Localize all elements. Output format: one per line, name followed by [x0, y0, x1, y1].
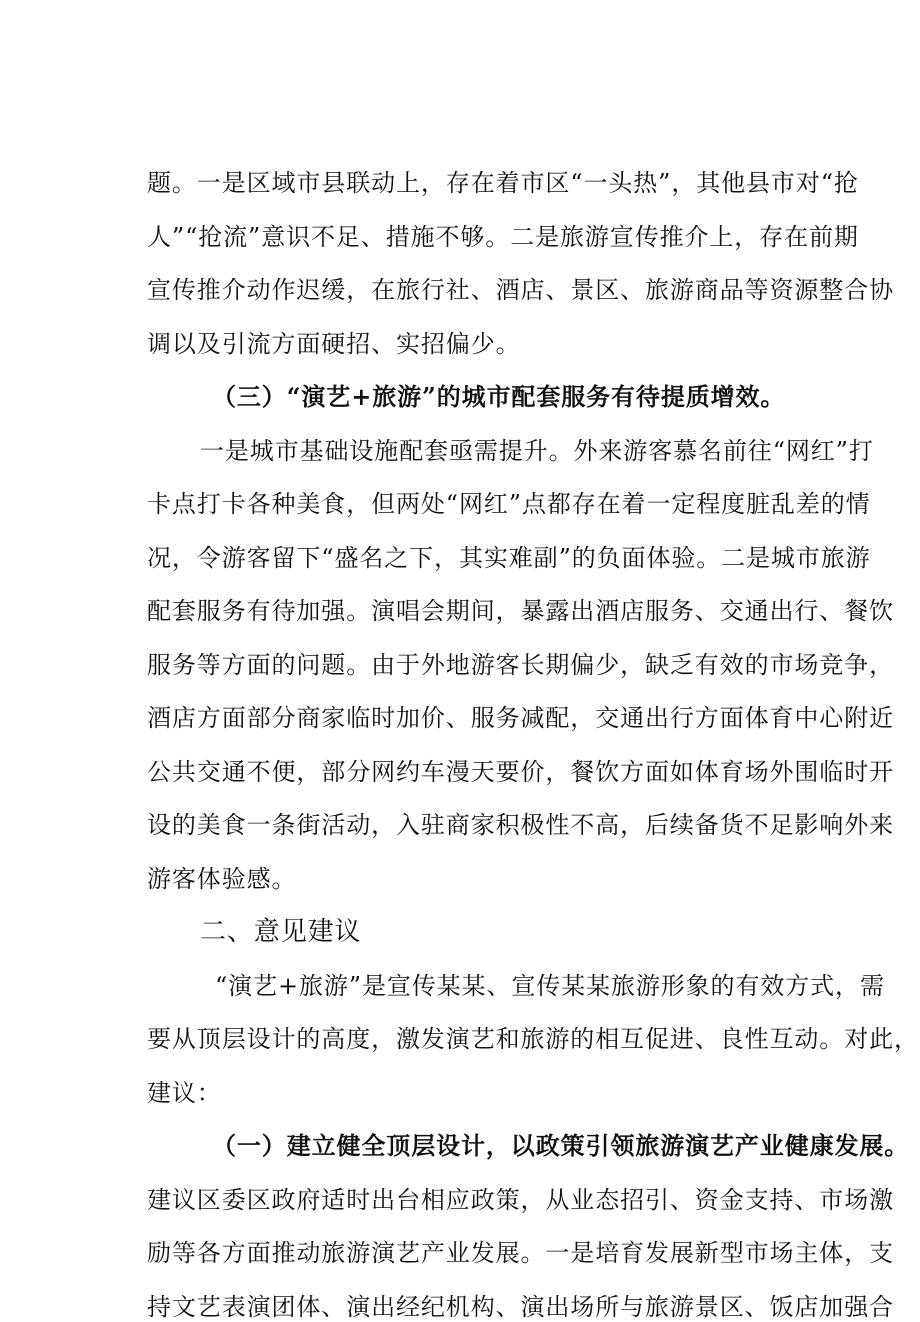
- paragraph-line: 设的美食一条街活动，入驻商家积极性不高，后续备货不足影响外来: [147, 811, 894, 839]
- paragraph-line: 题。一是区域市县联动上，存在着市区“一头热”，其他县市对“抢: [147, 169, 859, 197]
- paragraph-line: 配套服务有待加强。演唱会期间，暴露出酒店服务、交通出行、餐饮: [147, 597, 894, 625]
- section-subheading-1: （一）建立健全顶层设计，以政策引领旅游演艺产业健康发展。: [212, 1131, 910, 1160]
- section-heading-2: 二、意见建议: [200, 917, 362, 947]
- paragraph-line: 励等各方面推动旅游演艺产业发展。一是培育发展新型市场主体，支: [147, 1239, 894, 1267]
- paragraph-line: 酒店方面部分商家临时加价、服务减配，交通出行方面体育中心附近: [147, 704, 894, 732]
- paragraph-line: 建议区委区政府适时出台相应政策，从业态招引、资金支持、市场激: [147, 1186, 894, 1214]
- paragraph-line: 卡点打卡各种美食，但两处“网红”点都存在着一定程度脏乱差的情: [147, 490, 871, 518]
- paragraph-line: 人”“抢流”意识不足、措施不够。二是旅游宣传推介上，存在前期: [147, 223, 859, 251]
- paragraph-line: 一是城市基础设施配套亟需提升。外来游客慕名前往“网红”打: [200, 437, 874, 465]
- paragraph-line: 宣传推介动作迟缓，在旅行社、酒店、景区、旅游商品等资源整合协: [147, 276, 894, 304]
- paragraph-line: 建议：: [147, 1079, 222, 1107]
- paragraph-line: 要从顶层设计的高度，激发演艺和旅游的相互促进、良性互动。对此，: [147, 1025, 919, 1053]
- paragraph-line: 调以及引流方面硬招、实招偏少。: [147, 330, 521, 358]
- paragraph-line: 服务等方面的问题。由于外地游客长期偏少，缺乏有效的市场竞争，: [147, 651, 894, 679]
- section-subheading-3: （三）“演艺+旅游”的城市配套服务有待提质增效。: [212, 382, 786, 411]
- paragraph-line: “演艺+旅游”是宣传某某、宣传某某旅游形象的有效方式，需: [215, 972, 885, 1000]
- paragraph-line: 游客体验感。: [147, 865, 297, 893]
- paragraph-line: 公共交通不便，部分网约车漫天要价，餐饮方面如体育场外围临时开: [147, 758, 894, 786]
- paragraph-line: 况，令游客留下“盛名之下，其实难副”的负面体验。二是城市旅游: [147, 544, 871, 572]
- paragraph-line: 持文艺表演团体、演出经纪机构、演出场所与旅游景区、饭店加强合: [147, 1293, 894, 1321]
